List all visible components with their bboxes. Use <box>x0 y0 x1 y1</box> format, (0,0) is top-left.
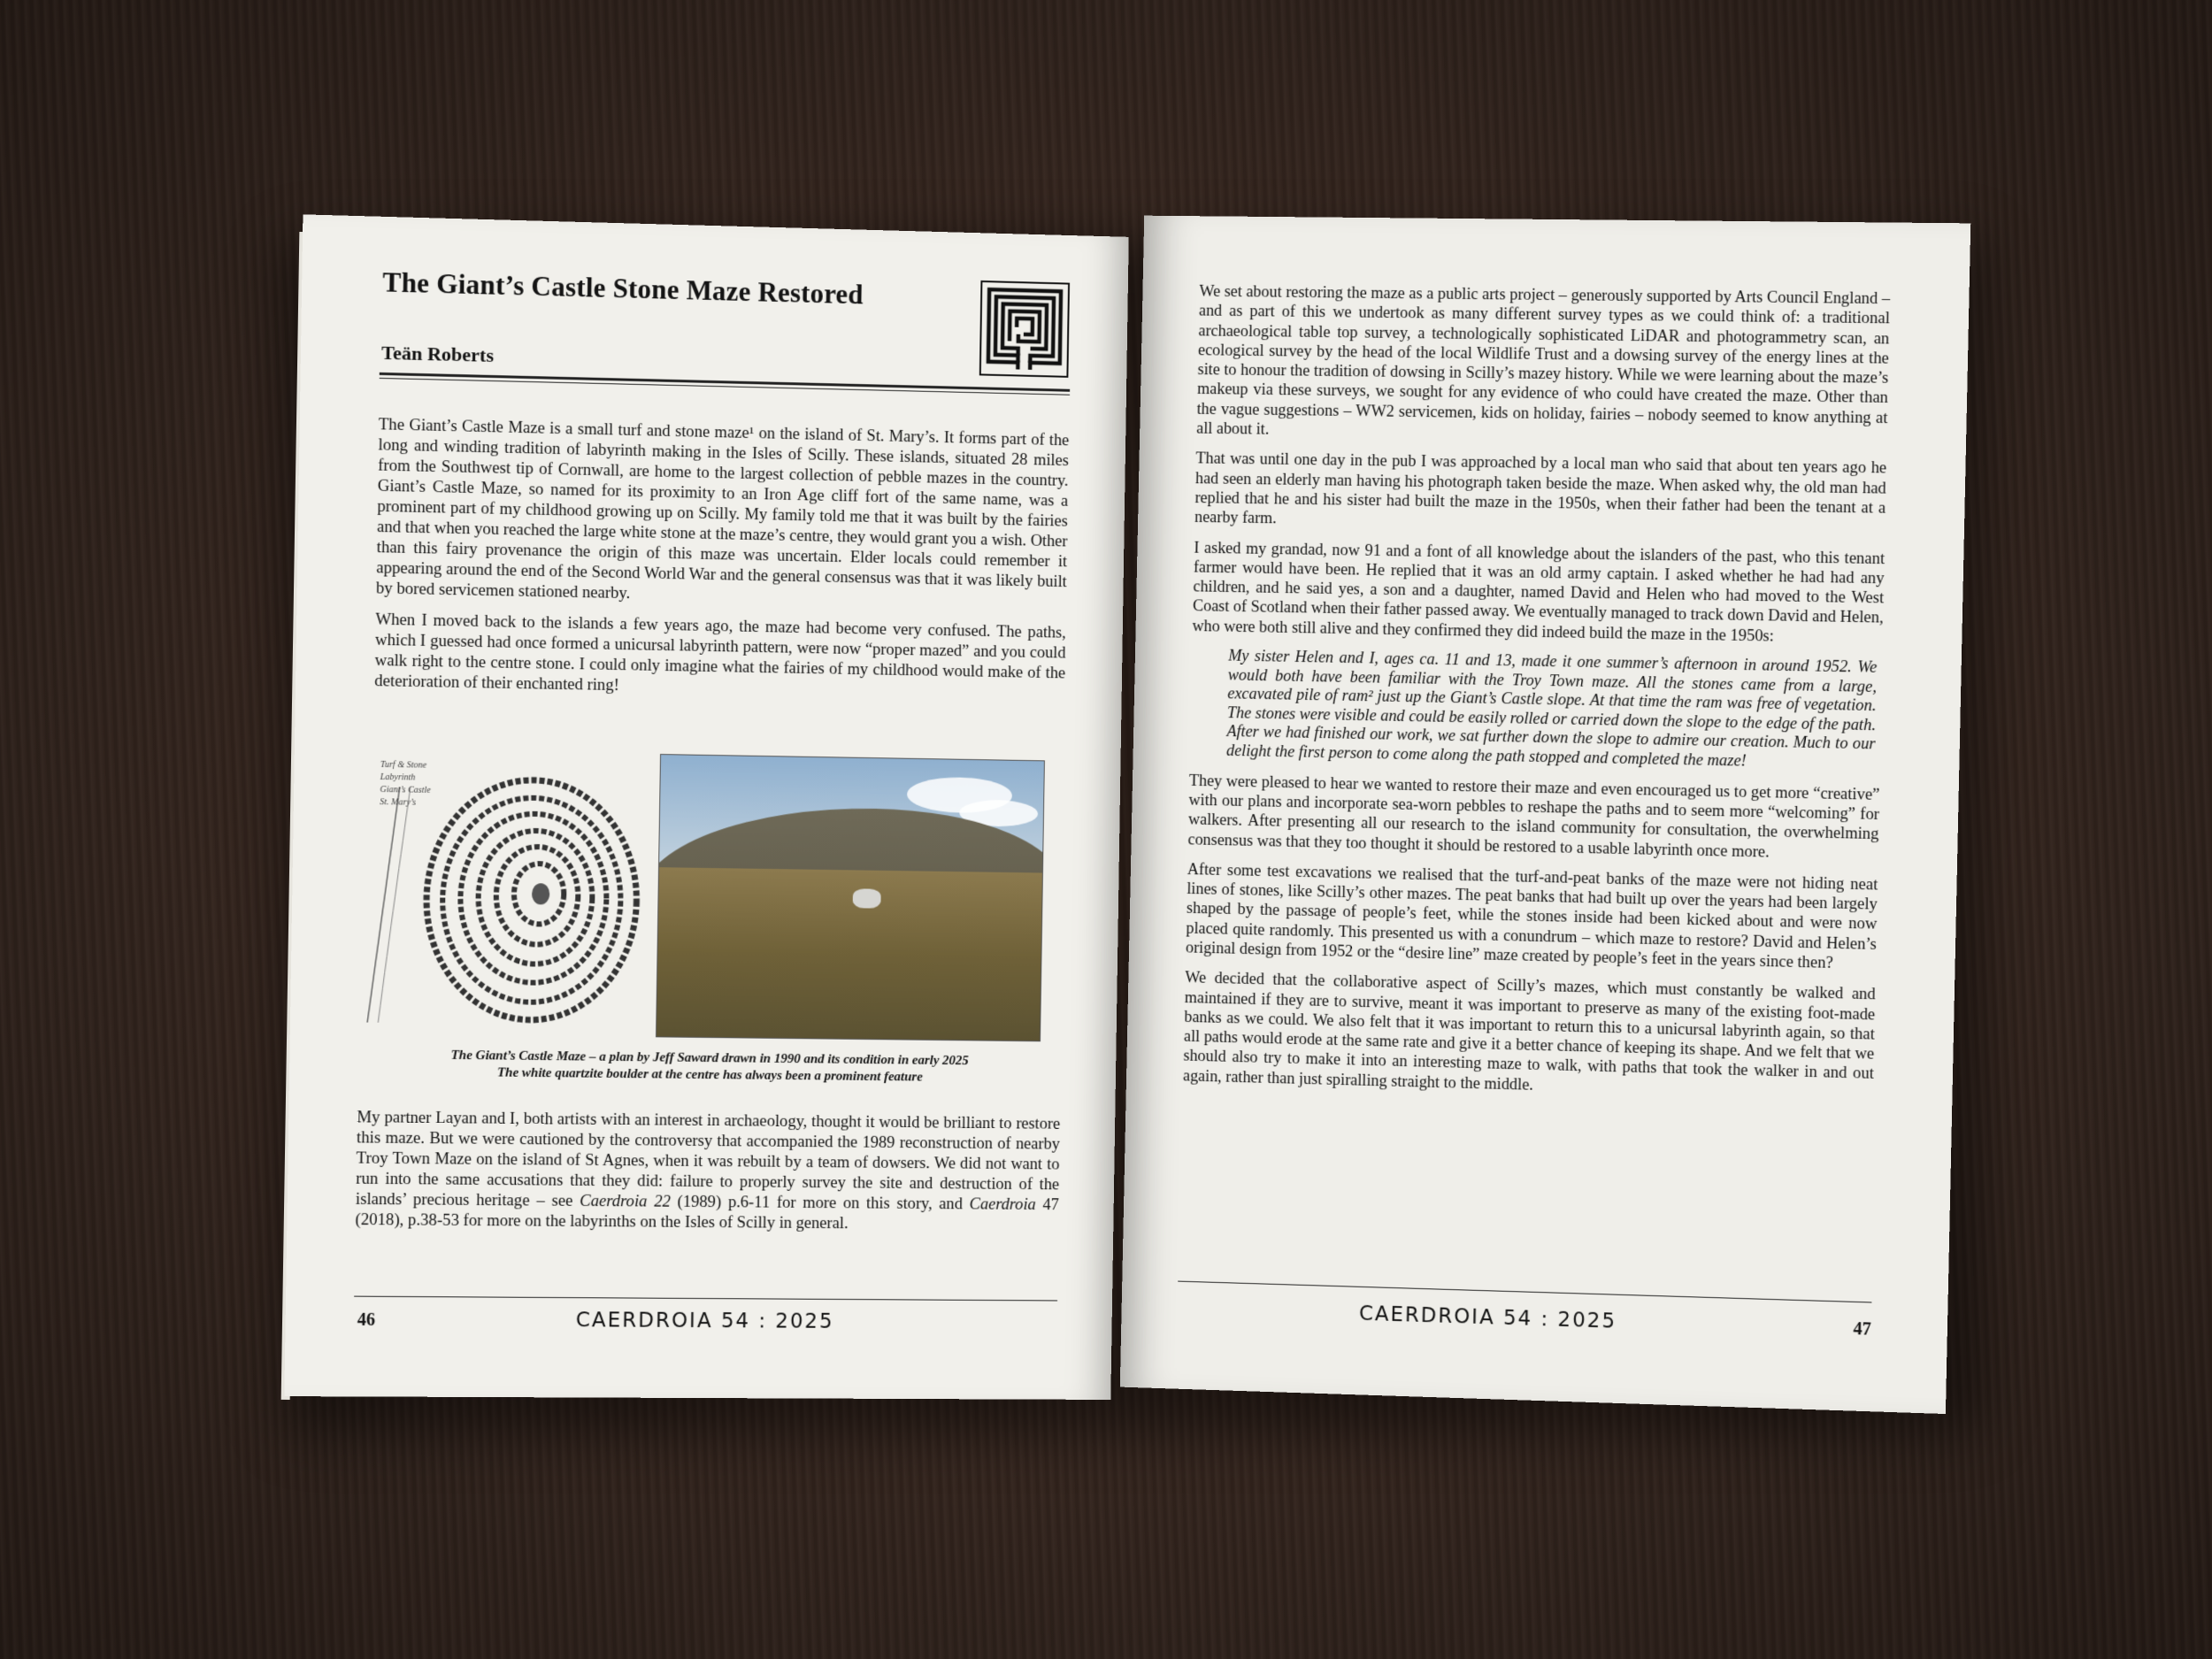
plan-label: St. Mary’s <box>380 797 417 808</box>
paragraph-text: My partner Layan and I, both artists with an interest in archaeology, thought it would be brilliant to restore this maze. But we were cautioned by the controversy that accompanied the 1989 reconstruction of nearby Troy Town Maze on the island of St Agnes, when it was rebuilt by a team of dowsers. We did not want to run into the same accusations that they did: failure to properly survey the site and destruction of the islands’ precious heritage – see <box>355 1108 1061 1210</box>
page-number: 46 <box>357 1310 376 1331</box>
paragraph: They were pleased to hear we wanted to restore their maze and even encouraged us to get more “creative” with our plans and incorporate sea-worn pebbles to reshape the paths and to seem more “welcoming” for walkers. After presenting all our research to the island community for consultation, the overwhelming consensus was that they too thought it should be restored to a usable labyrinth once more. <box>1187 771 1880 861</box>
citation: Caerdroia 22 <box>580 1191 672 1211</box>
body-text-continued <box>355 1107 1060 1246</box>
paragraph: We set about restoring the maze as a public arts project – generously supported by Arts Council England – and as part of this we undertook as many different survey types as we could think of: a traditional archaeological table top survey, a technologically sophisticated LiDAR and photogrammetry scan, an ecological survey by the head of the local Wildlife Trust and a dowsing survey of the energy lines at the site to honour the tradition of dowsing in Scilly’s mazey history. While we were learning about the maze’s makeup via these surveys, we sought for any evidence of who could have created the maze. Other than the vague suggestions – WW2 servicemen, kids on holiday, fairies – nobody seemed to know anything at all about it. <box>1196 281 1891 438</box>
article-author: Teän Roberts <box>380 341 495 366</box>
paragraph: When I moved back to the islands a few years ago, the maze had become very confused. The paths, which I guessed had once formed a unicursal labyrinth pattern, were now “proper mazed” and you could walk right to the centre stone. I could only imagine what the fairies of my childhood would make of the deterioration of their enchanted ring! <box>374 610 1067 695</box>
right-page <box>1120 216 1971 1414</box>
citation: Caerdroia <box>969 1194 1036 1214</box>
intro-text <box>374 414 1070 714</box>
block-quote: My sister Helen and I, ages ca. 11 and 13, made it one summer’s afternoon in around 1952. We would both have been familiar with the Troy Town maze. All the stones came from a large, excavated pile of ram² just up the Giant’s Castle slope. At that time the ram was free of vegetation. The stones were visible and could be easily rolled or carried down the slope to the edge of the path. After we had finished our work, we sat further down the slope to admire our creation. Much to our delight the first person to come along the path stopped and completed the maze! <box>1225 646 1878 770</box>
journal-name: CAERDROIA 54 : 2025 <box>575 1309 834 1333</box>
plan-label: Labyrinth <box>380 772 416 783</box>
paragraph: We decided that the collaborative aspect of Scilly’s mazes, which must constantly be walked and maintained if they are to survive, meant it was important to preserve as many of the existing foot-made banks as we could. We also felt that it was important to return this to a unicursal labyrinth again, so that all paths would erode at the same rate and give it a better chance of keeping its shape. And we felt that we should also try to make it into an interesting maze to walk, with paths that took the walker in and out again, rather than just spiralling straight to the middle. <box>1182 968 1876 1094</box>
paragraph-text: (1989) p.6-11 for more on this story, and <box>670 1192 970 1214</box>
journal-name: CAERDROIA 54 : 2025 <box>1358 1302 1617 1333</box>
maze-plan-drawing <box>360 750 648 1030</box>
maze-photograph <box>656 754 1045 1041</box>
labyrinth-logo-icon <box>979 280 1070 378</box>
plan-label: Giant’s Castle <box>380 784 431 795</box>
paragraph <box>355 1107 1060 1235</box>
caption-line: The white quartzite boulder at the centre has always been a prominent feature <box>496 1065 923 1085</box>
paragraph: That was until one day in the pub I was approached by a local man who said that about ten years ago he had seen an elderly man having his photograph taken beside the maze. When asked why, the old man had replied that he and his sister had built the maze in the 1950s, when their father had been the tenant at a nearby farm. <box>1194 449 1887 527</box>
centre-stone <box>853 888 881 908</box>
paragraph: The Giant’s Castle Maze is a small turf and stone maze¹ on the island of St. Mary’s. It forms part of the long and winding tradition of labyrinth making in the Isles of Scilly. These islands, situated 28 miles from the Southwest tip of Cornwall, are home to the largest collection of pebble mazes in the country. Giant’s Castle Maze, so named for its proximity to an Iron Age cliff fort of the same name, was a prominent part of my childhood growing up on Scilly. My family told me that it was built by the fairies and that when you reached the large white stone at the maze’s centre, they would grant you a wish. Other than this fairy provenance the origin of this maze was uncertain. Elder locals could remember it appearing around the end of the Second World War and the general consensus was that it was likely built by bored servicemen stationed nearby. <box>375 415 1070 603</box>
figure-caption <box>357 1047 1060 1087</box>
paragraph-text: 47 (2018), p.38-53 for more on the labyrinths on the Isles of Scilly in general. <box>355 1195 1059 1233</box>
left-page <box>284 214 1128 1400</box>
paragraph: After some test excavations we realised that the turf-and-peat banks of the maze were not hiding neat lines of stones, like Scilly’s other mazes. The peat banks that had built up over the years had been largely shaped by the passage of people’s feet, while the stones inside had been kicked about and were now placed quite randomly. This presented us with a conundrum – which maze to restore? David and Helen’s original design from 1952 or the “desire line” maze created by people’s feet in the years since then? <box>1185 859 1878 972</box>
caption-line: The Giant’s Castle Maze – a plan by Jeff Saward drawn in 1990 and its condition in early 2025 <box>450 1048 969 1069</box>
footer-rule <box>354 1296 1057 1302</box>
page-number: 47 <box>1853 1318 1871 1340</box>
footer-rule <box>1178 1281 1871 1303</box>
article-title: The Giant’s Castle Stone Maze Restored <box>382 266 864 311</box>
plan-label: Turf & Stone <box>380 759 427 771</box>
right-body-text <box>1183 281 1891 1114</box>
header-rule <box>380 373 1070 392</box>
paragraph: I asked my grandad, now 91 and a font of all knowledge about the islanders of the past, who this tenant farmer would have been. He replied that it was an old army captain. I asked whether he had had any children, and he said yes, a son and a daughter, named David and Helen who had moved to the West Coast of Scotland when their father passed away. We eventually managed to track down David and Helen, who were both still alive and they confirmed they did indeed build the maze in the 1950s: <box>1192 538 1886 645</box>
